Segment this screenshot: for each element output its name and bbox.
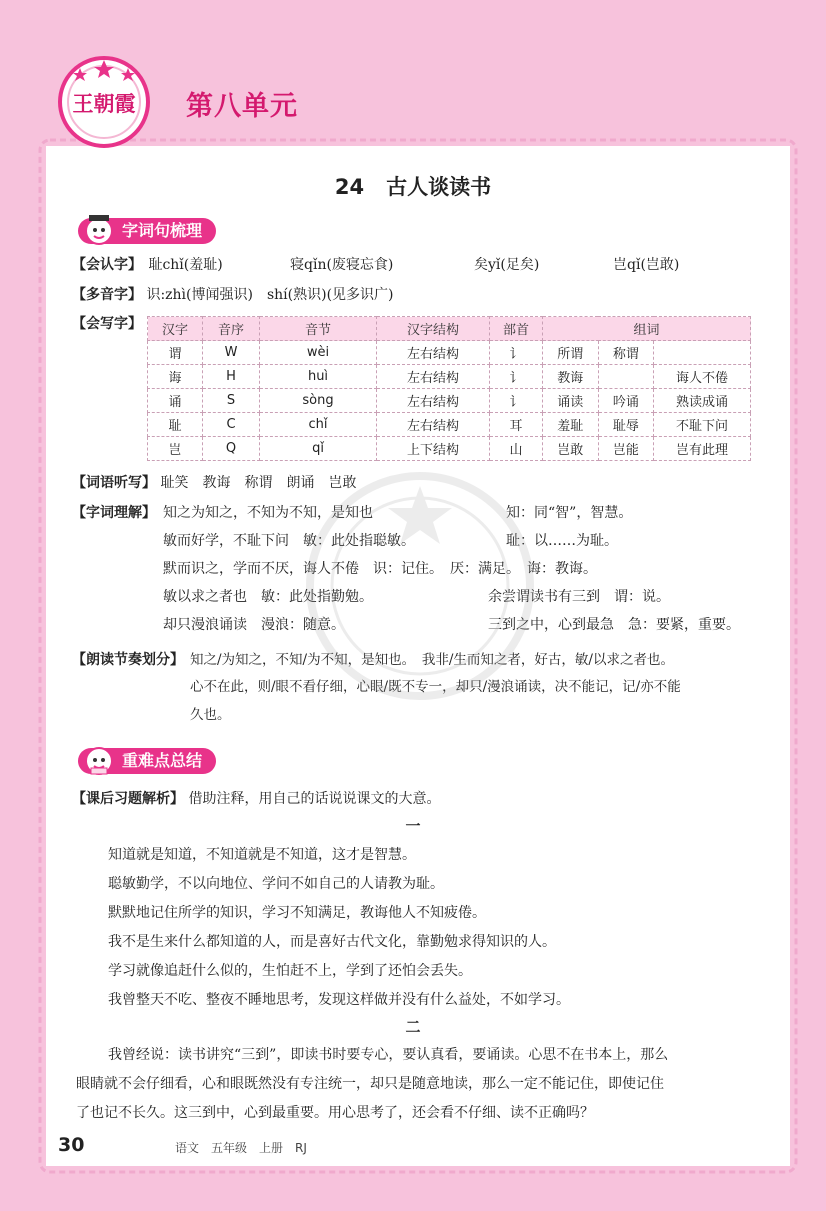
- table-cell: qǐ: [260, 437, 377, 461]
- table-header: 汉字: [148, 317, 203, 341]
- section-title: 字词句梳理: [122, 221, 203, 240]
- rhythm-line: 心不在此，则/眼不看仔细，心眼/既不专一，却只/漫浪诵读，决不能记，记/亦不能: [190, 679, 681, 695]
- table-cell: 熟读成诵: [654, 389, 751, 413]
- table-cell: 讠: [490, 365, 543, 389]
- passage-line: 聪敏勤学，不以向地位、学问不如自己的人请教为耻。: [108, 876, 444, 892]
- understand-line: 敏而好学，不耻下问 敏：此处指聪敏。: [163, 533, 415, 549]
- write-tag: 【会写字】: [72, 316, 142, 332]
- part-one-mark: 一: [405, 817, 421, 835]
- table-cell: 羞耻: [543, 413, 599, 437]
- mascot-icon: [82, 212, 116, 246]
- table-cell: sòng: [260, 389, 377, 413]
- table-header-row: [148, 317, 751, 341]
- table-cell: huì: [260, 365, 377, 389]
- table-cell: 山: [490, 437, 543, 461]
- table-header: 汉字结构: [377, 317, 490, 341]
- dictation-tag: 【词语听写】: [72, 475, 156, 491]
- table-cell: 不耻下问: [654, 413, 751, 437]
- recognize-item: 耻chǐ(羞耻): [148, 257, 223, 273]
- footer-text: 语文 五年级 上册 RJ: [175, 1141, 307, 1155]
- table-cell: W: [203, 341, 260, 365]
- table-cell: 岂敢: [543, 437, 599, 461]
- table-cell: S: [203, 389, 260, 413]
- understand-line: 却只漫浪诵读 漫浪：随意。: [163, 617, 345, 633]
- table-cell: 左右结构: [377, 413, 490, 437]
- logo-text: 王朝霞: [72, 91, 136, 116]
- table-cell: H: [203, 365, 260, 389]
- understand-line: 耻：以……为耻。: [506, 533, 618, 549]
- lesson-name: 古人谈读书: [386, 175, 492, 199]
- table-cell: [654, 341, 751, 365]
- mascot-icon: [82, 742, 116, 776]
- table-header: 音节: [260, 317, 377, 341]
- table-cell: 岂: [148, 437, 203, 461]
- table-cell: 岂能: [598, 437, 654, 461]
- understand-tag: 【字词理解】: [72, 505, 156, 521]
- lesson-title: [0, 171, 826, 201]
- table-cell: C: [203, 413, 260, 437]
- passage-line: 我曾经说：读书讲究“三到”，即读书时要专心，要认真看，要诵读。心思不在书本上，那么: [108, 1047, 669, 1063]
- table-cell: 诲人不倦: [654, 365, 751, 389]
- polyphone-line: [72, 285, 394, 305]
- table-cell: 讠: [490, 389, 543, 413]
- recognize-item: 岂qǐ(岂敢): [613, 257, 680, 273]
- table-cell: 诵: [148, 389, 203, 413]
- section-banner-vocab: [78, 218, 216, 244]
- dictation-text: 耻笑 教诲 称谓 朗诵 岂敢: [160, 475, 357, 491]
- passage-line: 我不是生来什么都知道的人，而是喜好古代文化，靠勤勉求得知识的人。: [108, 934, 556, 950]
- table-row: [148, 437, 751, 461]
- writing-chars-table: [147, 316, 751, 461]
- table-cell: 上下结构: [377, 437, 490, 461]
- table-cell: 左右结构: [377, 341, 490, 365]
- table-cell: 讠: [490, 341, 543, 365]
- table-cell: 左右结构: [377, 389, 490, 413]
- analysis-prompt: 借助注释，用自己的话说说课文的大意。: [188, 791, 441, 807]
- table-cell: 称谓: [598, 341, 654, 365]
- table-header: 音序: [203, 317, 260, 341]
- table-row: [148, 341, 751, 365]
- table-header: 组词: [543, 317, 751, 341]
- understand-line: 三到之中，心到最急 急：要紧，重要。: [488, 617, 740, 633]
- recognize-tag: 【会认字】: [72, 257, 142, 273]
- table-cell: 所谓: [543, 341, 599, 365]
- table-row: [148, 413, 751, 437]
- unit-title: 第八单元: [186, 91, 298, 122]
- passage-line: 了也记不长久。这三到中，心到最重要。用心思考了，还会看不仔细、读不正确吗？: [76, 1105, 594, 1121]
- understand-line: 知：同“智”，智慧。: [506, 505, 633, 521]
- understand-line: 敏以求之者也 敏：此处指勤勉。: [163, 589, 373, 605]
- passage-line: 我曾整天不吃、整夜不睡地思考，发现这样做并没有什么益处，不如学习。: [108, 992, 570, 1008]
- rhythm-tag: 【朗读节奏划分】: [72, 652, 184, 668]
- table-row: [148, 365, 751, 389]
- lesson-number: 24: [334, 175, 365, 199]
- table-row: [148, 389, 751, 413]
- polyphone-text: 识:zhì(博闻强识) shí(熟识)(见多识广): [146, 287, 394, 303]
- table-cell: 左右结构: [377, 365, 490, 389]
- section-banner-key-points: [78, 748, 216, 774]
- table-cell: 耻: [148, 413, 203, 437]
- table-cell: [598, 365, 654, 389]
- table-cell: 诲: [148, 365, 203, 389]
- table-cell: 谓: [148, 341, 203, 365]
- analysis-tag: 【课后习题解析】: [72, 791, 184, 807]
- polyphone-tag: 【多音字】: [72, 287, 142, 303]
- table-cell: chǐ: [260, 413, 377, 437]
- table-cell: 诵读: [543, 389, 599, 413]
- table-cell: wèi: [260, 341, 377, 365]
- table-cell: 教诲: [543, 365, 599, 389]
- table-cell: Q: [203, 437, 260, 461]
- section-title: 重难点总结: [122, 751, 203, 770]
- understand-line: 知之为知之，不知为不知，是知也: [163, 505, 373, 521]
- rhythm-line: 知之/为知之，不知/为不知，是知也。 我非/生而知之者，好古，敏/以求之者也。: [190, 652, 674, 668]
- passage-line: 学习就像追赶什么似的，生怕赶不上，学到了还怕会丢失。: [108, 963, 472, 979]
- passage-line: 默默地记住所学的知识，学习不知满足，教诲他人不知疲倦。: [108, 905, 486, 921]
- page-number: 30: [58, 1134, 85, 1156]
- recognize-line: [72, 255, 223, 275]
- table-cell: 耳: [490, 413, 543, 437]
- understand-line: 默而识之，学而不厌，诲人不倦 识：记住。 厌：满足。 诲：教诲。: [163, 561, 597, 577]
- table-header: 部首: [490, 317, 543, 341]
- recognize-item: 寝qǐn(废寝忘食): [290, 257, 394, 273]
- table-cell: 耻辱: [598, 413, 654, 437]
- recognize-item: 矣yǐ(足矣): [474, 257, 540, 273]
- rhythm-line: 久也。: [190, 707, 231, 723]
- part-two-mark: 二: [405, 1018, 421, 1036]
- analysis-line: [72, 789, 440, 809]
- watermark-seal: [300, 466, 540, 706]
- passage-line: 知道就是知道，不知道就是不知道，这才是智慧。: [108, 847, 416, 863]
- passage-line: 眼睛就不会仔细看，心和眼既然没有专注统一，却只是随意地读，那么一定不能记住，即使记住: [76, 1076, 664, 1092]
- table-cell: 吟诵: [598, 389, 654, 413]
- understand-line: 余尝谓读书有三到 谓：说。: [488, 589, 670, 605]
- table-cell: 岂有此理: [654, 437, 751, 461]
